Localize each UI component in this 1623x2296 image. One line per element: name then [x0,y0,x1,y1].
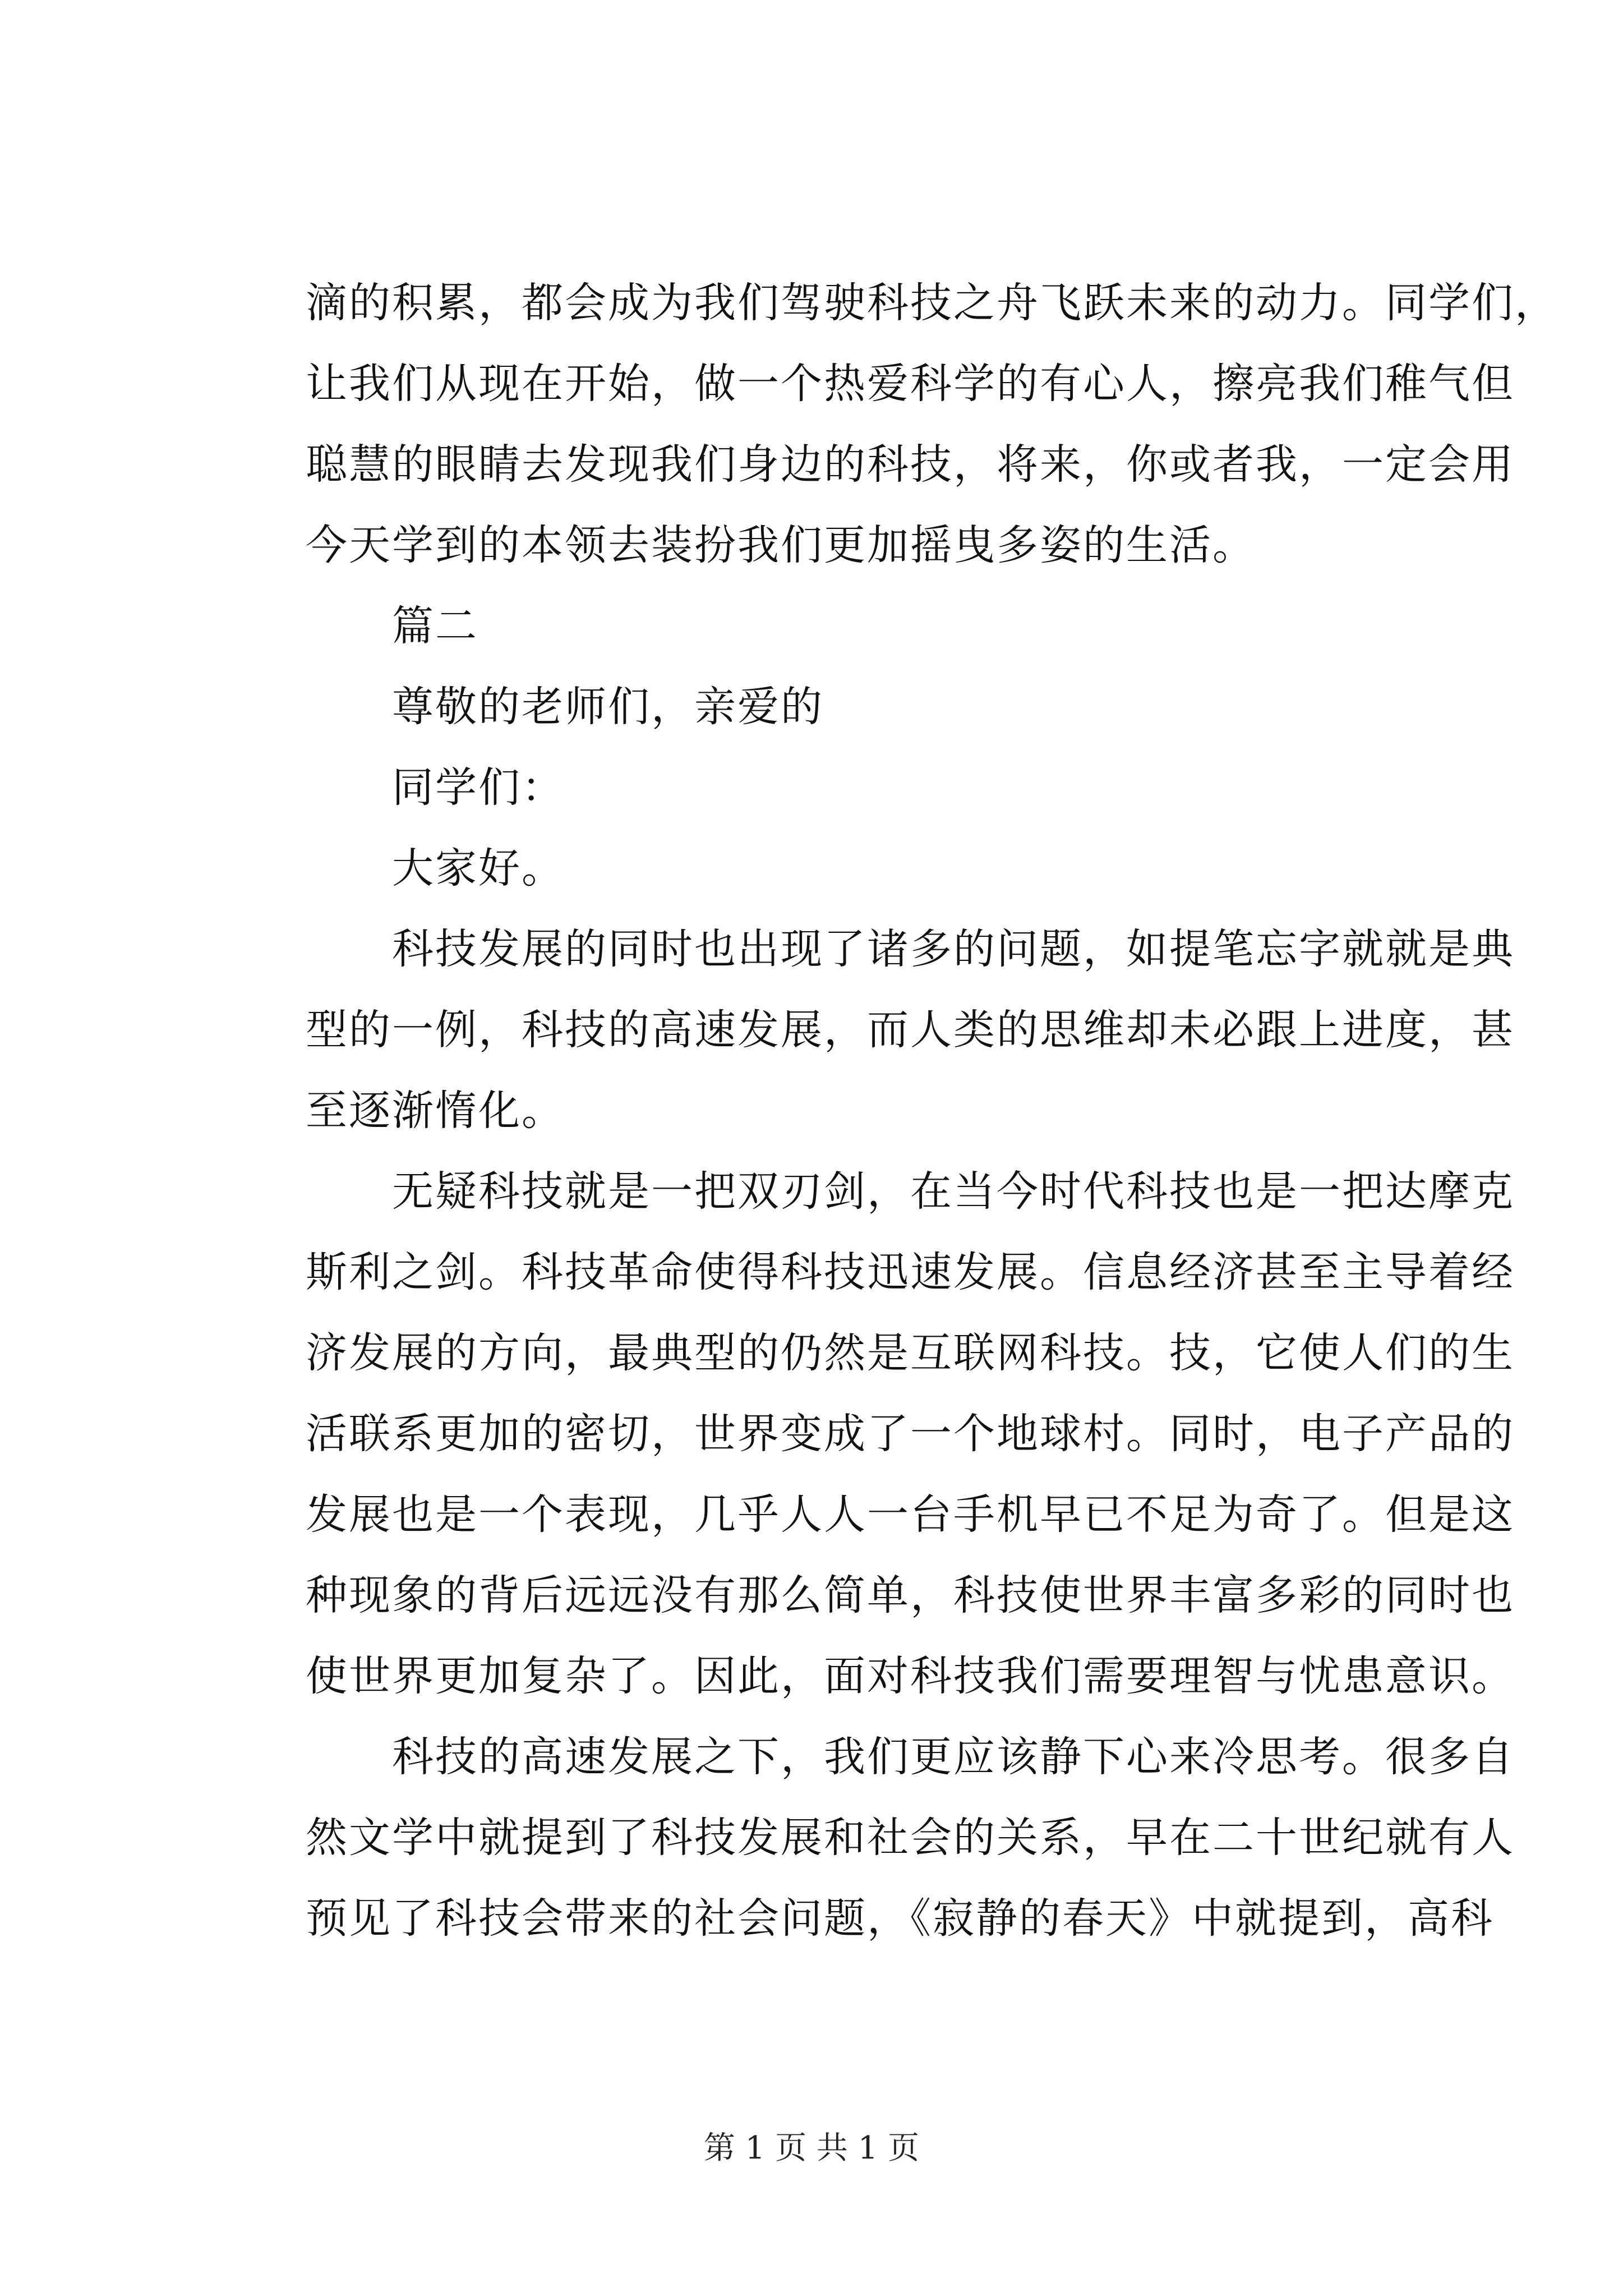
section-heading: 篇二 [306,602,478,650]
salutation-line: 尊敬的老师们，亲爱的 [306,683,824,731]
text-line: 至逐渐惰化。 [306,1087,565,1135]
text-line: 然文学中就提到了科技发展和社会的关系，早在二十世纪就有人 [306,1814,1515,1862]
text-line: 今天学到的本领去装扮我们更加摇曳多姿的生活。 [306,521,1256,569]
text-line: 无疑科技就是一把双刃剑，在当今时代科技也是一把达摩克 [306,1167,1515,1216]
salutation-line: 同学们： [306,763,565,812]
text-line: 科技发展的同时也出现了诸多的问题，如提笔忘字就就是典 [306,925,1515,973]
text-line: 活联系更加的密切，世界变成了一个地球村。同时，电子产品的 [306,1410,1515,1458]
page-footer: 第 1 页 共 1 页 [703,2130,920,2166]
text-line: 斯利之剑。科技革命使得科技迅速发展。信息经济甚至主导着经 [306,1248,1515,1296]
text-line: 预见了科技会带来的社会问题，《寂静的春天》中就提到，高科 [306,1894,1494,1943]
text-line: 型的一例，科技的高速发展，而人类的思维却未必跟上进度，甚 [306,1006,1515,1054]
text-line: 滴的积累，都会成为我们驾驶科技之舟飞跃未来的动力。同学们， [306,279,1558,327]
text-line: 聪慧的眼睛去发现我们身边的科技，将来，你或者我，一定会用 [306,440,1515,489]
text-line: 种现象的背后远远没有那么简单，科技使世界丰富多彩的同时也 [306,1571,1515,1619]
body-text [306,263,1558,1959]
greeting-line: 大家好。 [306,844,565,892]
text-line: 让我们从现在开始，做一个热爱科学的有心人，擦亮我们稚气但 [306,360,1515,408]
text-line: 济发展的方向，最典型的仍然是互联网科技。技，它使人们的生 [306,1329,1515,1377]
text-line: 科技的高速发展之下，我们更应该静下心来冷思考。很多自 [306,1733,1515,1781]
text-line: 使世界更加复杂了。因此，面对科技我们需要理智与忧患意识。 [306,1652,1515,1700]
text-line: 发展也是一个表现，几乎人人一台手机早已不足为奇了。但是这 [306,1490,1515,1539]
